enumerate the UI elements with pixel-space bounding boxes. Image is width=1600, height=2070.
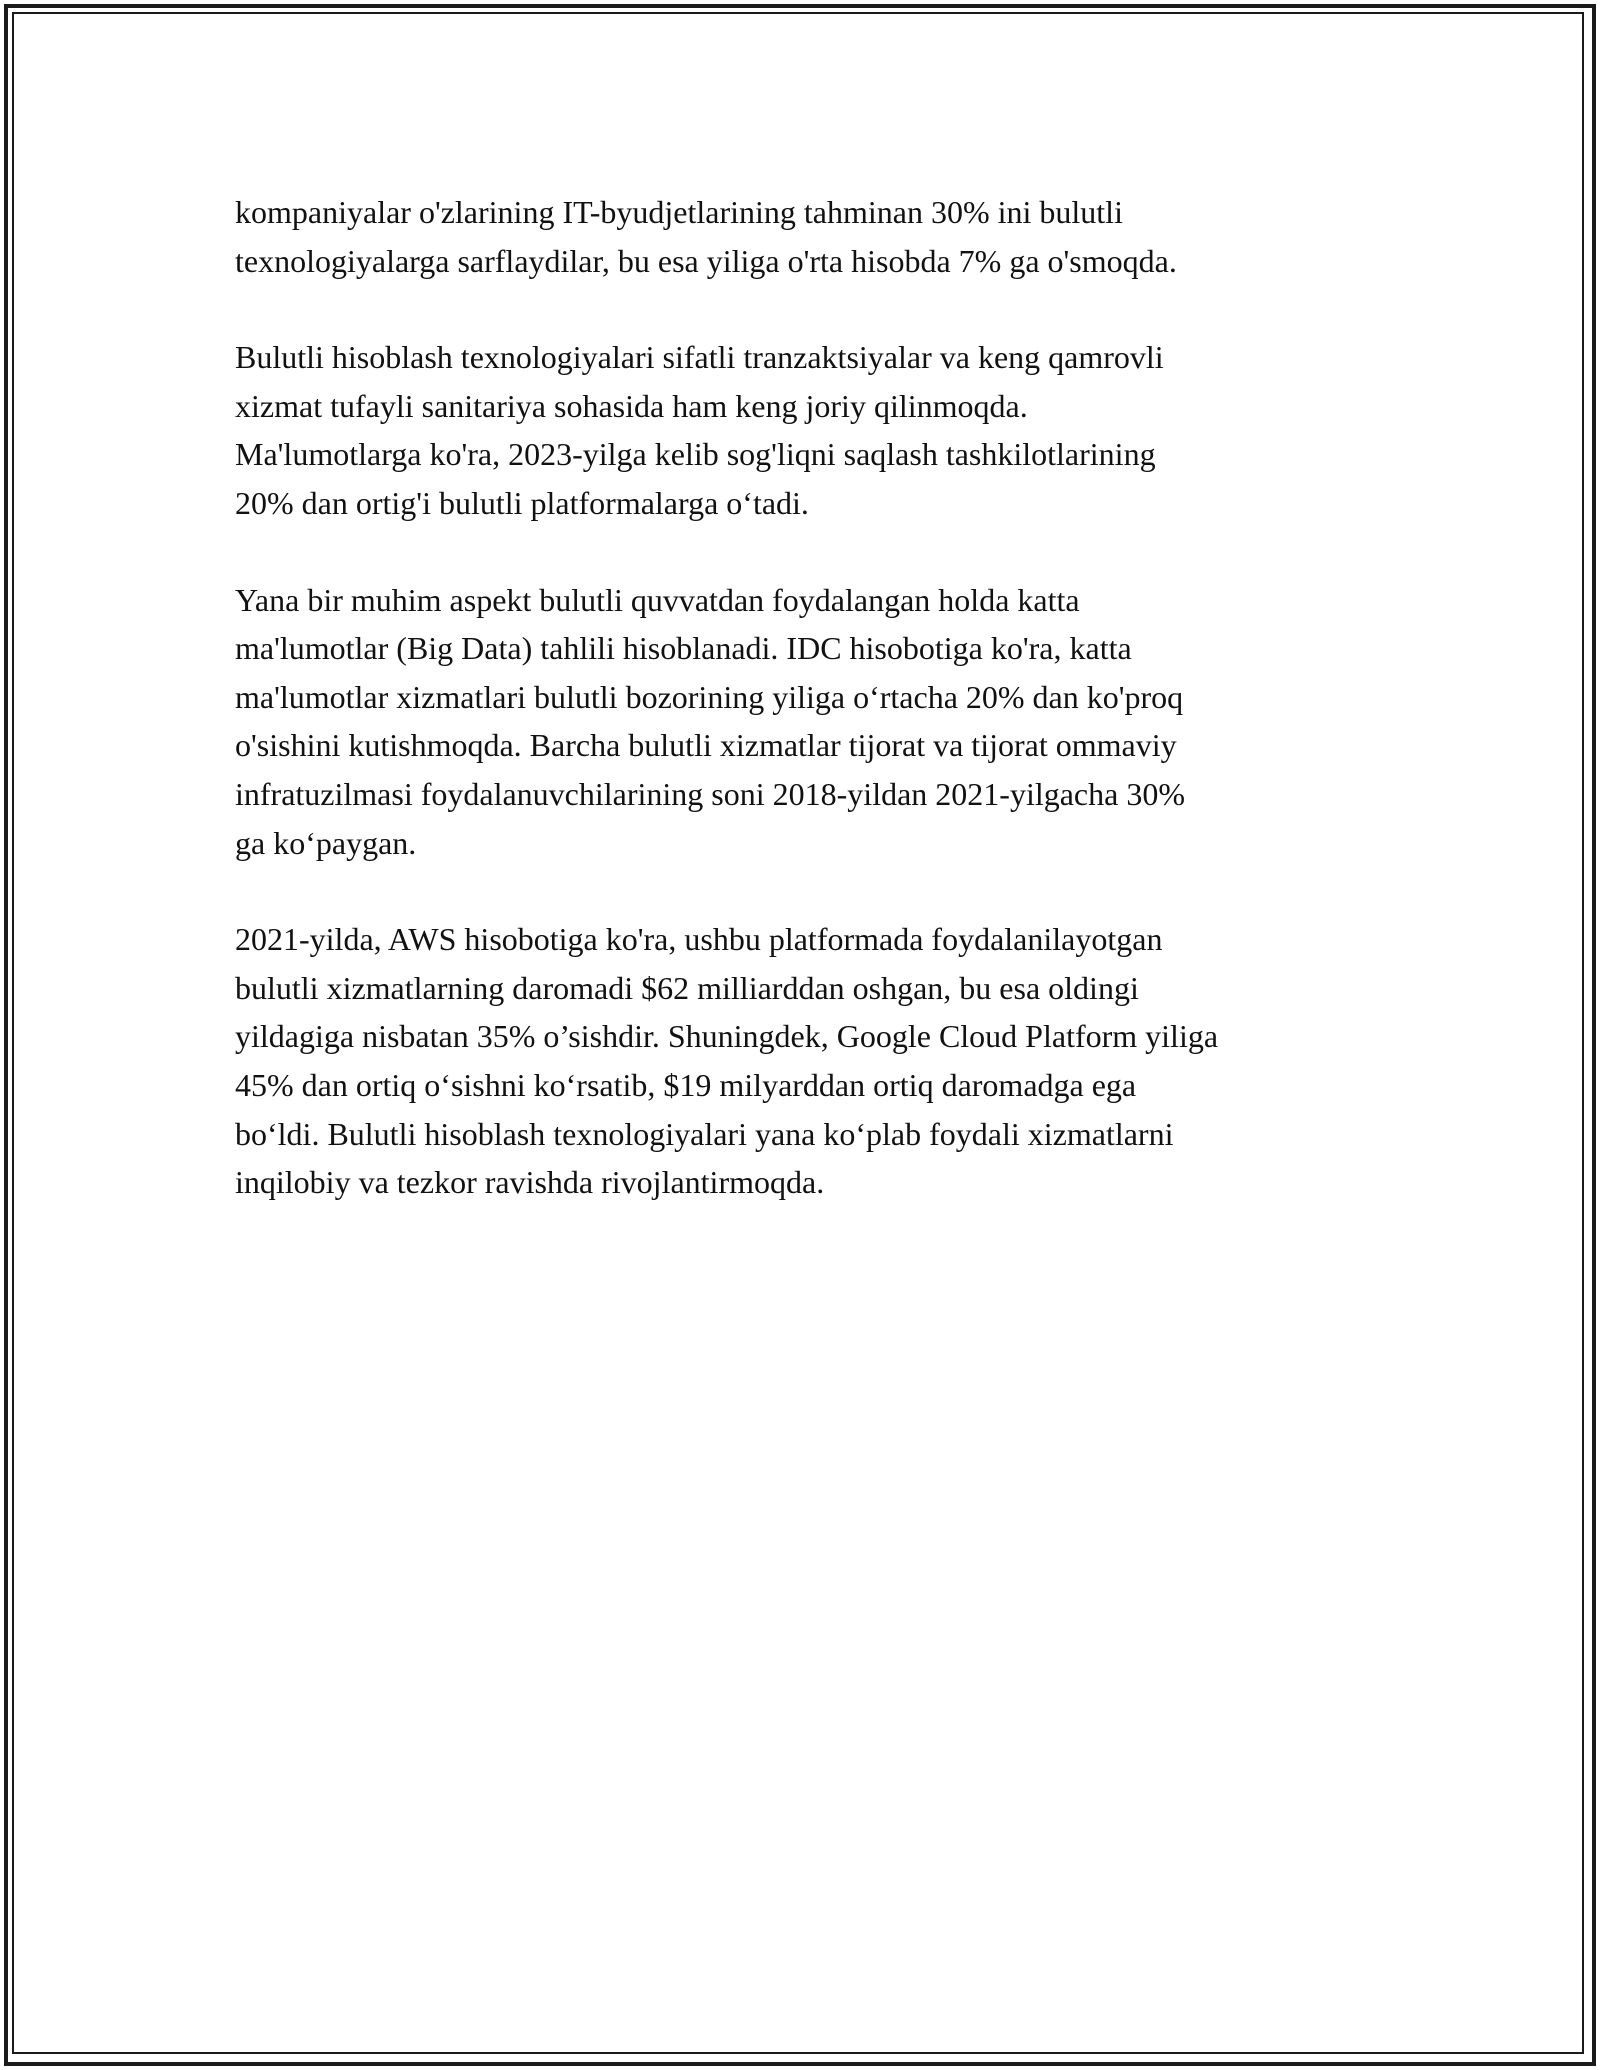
- paragraph-healthcare-cloud: Bulutli hisoblash texnologiyalari sifatli tranzaktsiyalar va keng qamrovli xizmat tufayli sanitariya sohasida ham keng joriy qilinmoqda. Ma'lumotlarga ko'ra, 2023-yilga kelib sog'liqni saqlash tashkilotlarining 20% dan ortig'i bulutli platformalarga o‘tadi.: [235, 339, 1164, 521]
- paragraph-aws-google-revenue: 2021-yilda, AWS hisobotiga ko'ra, ushbu platformada foydalanilayotgan bulutli xizmatlarning daromadi $62 milliarddan oshgan, bu esa oldingi yildagiga nisbatan 35% o’sishdir. Shuningdek, Google Cloud Platform yiliga 45% dan ortiq o‘sishni ko‘rsatib, $19 milyarddan ortiq daromadga ega bo‘ldi. Bulutli hisoblash texnologiyalari yana ko‘plab foydali xizmatlarni inqilobiy va tezkor ravishda rivojlantirmoqda.: [235, 921, 1219, 1201]
- paragraph-big-data: Yana bir muhim aspekt bulutli quvvatdan foydalangan holda katta ma'lumotlar (Big Data) tahlili hisoblanadi. IDC hisobotiga ko'ra, katta ma'lumotlar xizmatlari bulutli bozorining yiliga o‘rtacha 20% dan ko'proq o'sishini kutishmoqda. Barcha bulutli xizmatlar tijorat va tijorat ommaviy infratuzilmasi foydalanuvchilarining soni 2018-yildan 2021-yilgacha 30% ga ko‘paygan.: [235, 581, 1185, 861]
- paragraph-it-budgets: kompaniyalar o'zlarining IT-byudjetlarining tahminan 30% ini bulutli texnologiyalarga sarflaydilar, bu esa yiliga o'rta hisobda 7% ga o'smoqda.: [235, 194, 1177, 279]
- document-body: [235, 188, 1375, 1255]
